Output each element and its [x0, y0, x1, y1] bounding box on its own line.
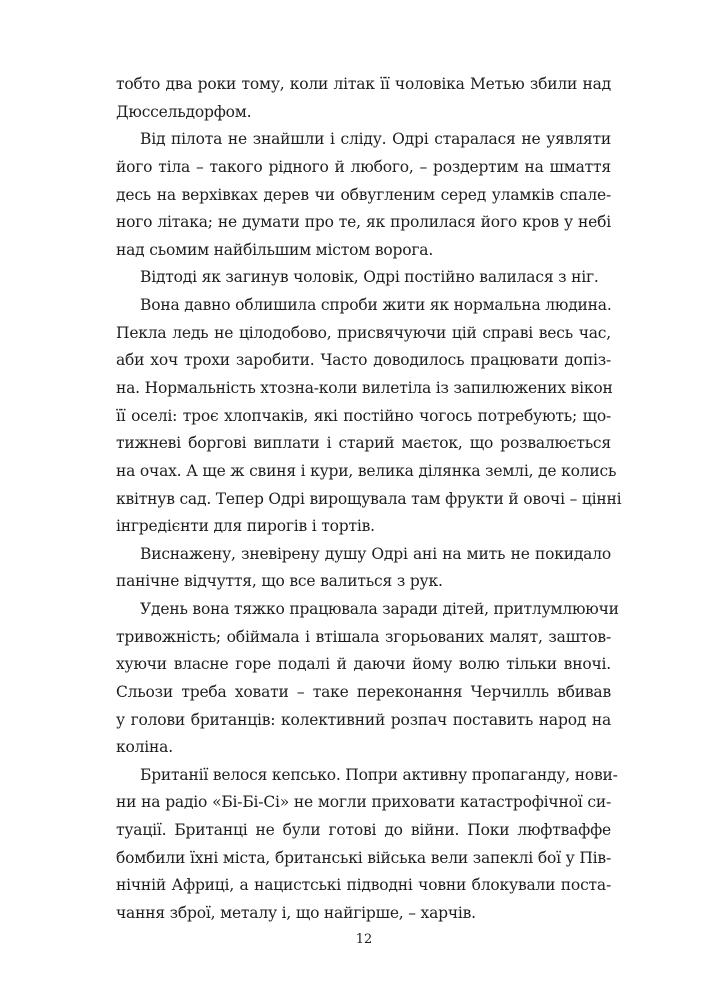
- text-line: Виснажену, зневірену душу Одрі ані на мить не покидало: [140, 545, 611, 563]
- text-line: тривожність; обіймала і втішала згорьованих малят, заштов-: [116, 628, 611, 646]
- text-line: тижневі боргові виплати і старий маєток, що розвалюється: [116, 434, 611, 452]
- text-line: туації. Британці не були готові до війни. Поки люфтваффе: [116, 821, 611, 839]
- text-line: тобто два роки тому, коли літак її чоловіка Метью збили над: [116, 75, 611, 93]
- text-line: нічній Африці, а нацистські підводні човни блокували поста-: [116, 876, 611, 894]
- text-line: чання зброї, металу і, що найгірше, – харчів.: [116, 904, 476, 922]
- text-line: на. Нормальність хтозна-коли вилетіла із запилюжених вікон: [116, 379, 613, 397]
- text-line: ни на радіо «Бі-Бі-Сі» не могли приховати катастрофічної си-: [116, 793, 611, 811]
- text-line: Удень вона тяжко працювала заради дітей, притлумлюючи: [140, 600, 619, 618]
- text-line: квітнув сад. Тепер Одрі вирощувала там фрукти й овочі – цінні: [116, 490, 622, 508]
- text-line: коліна.: [116, 738, 173, 756]
- text-line: його тіла – такого рідного й любого, – роздертим на шмаття: [116, 158, 611, 176]
- text-line: бомбили їхні міста, британські війська вели запеклі бої у Пів-: [116, 849, 611, 867]
- text-line: над сьомим найбільшим містом ворога.: [116, 241, 434, 259]
- text-line: Відтоді як загинув чоловік, Одрі постійно валилася з ніг.: [140, 268, 599, 286]
- text-line: аби хоч трохи заробити. Часто доводилось працювати допіз-: [116, 351, 611, 369]
- page-number: 12: [355, 932, 373, 947]
- text-line: її оселі: троє хлопчаків, які постійно чогось потребують; що-: [116, 407, 611, 425]
- text-line: Пекла ледь не цілодобово, присвячуючи цій справі весь час,: [116, 324, 611, 342]
- text-line: десь на верхівках дерев чи обвугленим серед уламків спале-: [116, 186, 611, 204]
- text-line: Сльози треба ховати – таке переконання Черчилль вбивав: [116, 683, 611, 701]
- text-line: інгредієнти для пирогів і тортів.: [116, 517, 375, 535]
- text-line: Вона давно облишила спроби жити як нормальна людина.: [140, 296, 612, 314]
- text-line: ного літака; не думати про те, як пролилася його кров у небі: [116, 213, 611, 231]
- text-line: Дюссельдорфом.: [116, 103, 252, 121]
- text-line: Від пілота не знайшли і сліду. Одрі старалася не уявляти: [140, 130, 611, 148]
- text-line: на очах. А ще ж свиня і кури, велика ділянка землі, де колись: [116, 462, 617, 480]
- text-line: хуючи власне горе подалі й даючи йому волю тільки вночі.: [116, 655, 611, 673]
- text-line: Британії велося кепсько. Попри активну пропаганду, нови-: [140, 766, 618, 784]
- text-line: панічне відчуття, що все валиться з рук.: [116, 572, 443, 590]
- text-line: у голови британців: колективний розпач поставить народ на: [116, 711, 611, 729]
